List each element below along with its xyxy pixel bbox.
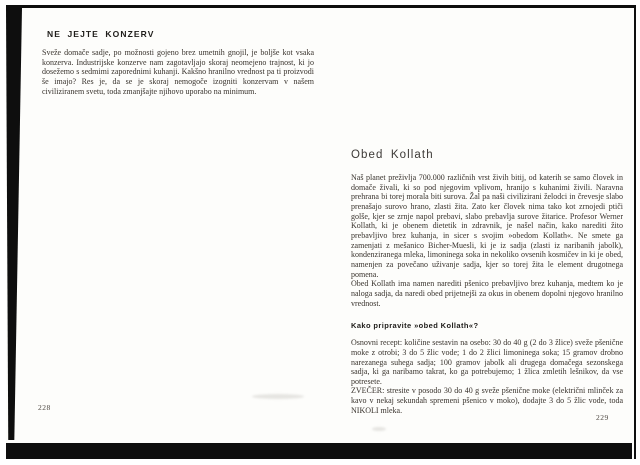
scan-smudge: [252, 394, 304, 399]
recipe-paragraph-2: ZVEČER: stresite v posodo 30 do 40 g sveže pšenične moke (električni mlinček za kavo v nekaj sekundah spremeni pšenico v moko), dodajte 3 do 5 žlic vode, toda NIKOLI mleka.: [351, 386, 623, 415]
recipe-paragraph-1: Osnovni recept: količine sestavin na osebo: 30 do 40 g (2 do 3 žlice) sveže pšenične moke z otrobi; 3 do 5 žlic vode; 1 do 2 žlici limoninega soka; 15 gramov drobno narezanega suhega sadja; 100 gramov jabolk ali drugega domačega sezonskega sadja, ki ga naribamo takrat, ko ga potrebujemo; 1 žlica zmletih lešnikov, da vse potresete.: [351, 338, 623, 386]
right-page-paragraph-2: Obed Kollath ima namen narediti pšenico prebavljivo brez kuhanja, medtem ko je naloga sadja, da naredi obed prijetnejši za okus in obenem dopolni njegovo hranilno vrednost.: [351, 279, 623, 308]
left-page: [42, 29, 314, 96]
left-page-paragraph: Sveže domače sadje, po možnosti gojeno brez umetnih gnojil, je boljše kot vsaka konzerva. Industrijske konzerve nam zagotavljajo skoraj neomejeno trajnost, ki jo dosežemo s sedmimi zaporednimi kuhanji. Kakšno hranilno vrednost pa ti proizvodi še imajo? Res je, da se je skoraj nemogoče izogniti konzervam v našem civiliziranem svetu, toda zmanjšajte njihovo uporabo na minimum.: [42, 48, 314, 96]
left-page-heading: NE JEJTE KONZERV: [47, 29, 155, 39]
page-number-left: 228: [38, 403, 51, 412]
right-page: [351, 149, 623, 415]
page-number-right: 229: [596, 413, 609, 422]
bottom-scan-band: [6, 443, 632, 459]
right-page-heading: Obed Kollath: [351, 149, 434, 161]
right-page-paragraph-1: Naš planet preživlja 700.000 različnih vrst živih bitij, od katerih se samo človek in domače živali, ki so pod njegovim vplivom, hranijo s kuhanimi živili. Naravna prehrana bi torej morala biti surova. Žal pa naši civilizirani želodci in črevesje slabo prenašajo surovo hrano, zlasti žita. Zato ker človek nima tako kot zrnojedi ptiči golše, kjer se zrnje napol prebavi, slabo prebavlja surove žitarice. Profesor Werner Kollath, ki je obenem dietetik in zdravnik, je našel način, kako narediti žito prebavljivo brez kuhanja, in sicer s svojim »obedom Kollath«. Ne smete ga zamenjati z mešanico Bicher-Muesli, ki je iz sadja (zlasti iz naribanih jabolk), kondenziranega mleka, limoninega soka in nekoliko ovsenih kosmičev in ki je obed, namenjen za povečano uživanje sadja, kjer so torej žita le element drugotnega pomena.: [351, 173, 623, 279]
right-page-subheading: Kako pripravite »obed Kollath«?: [351, 321, 479, 331]
scan-smudge: [372, 427, 386, 431]
